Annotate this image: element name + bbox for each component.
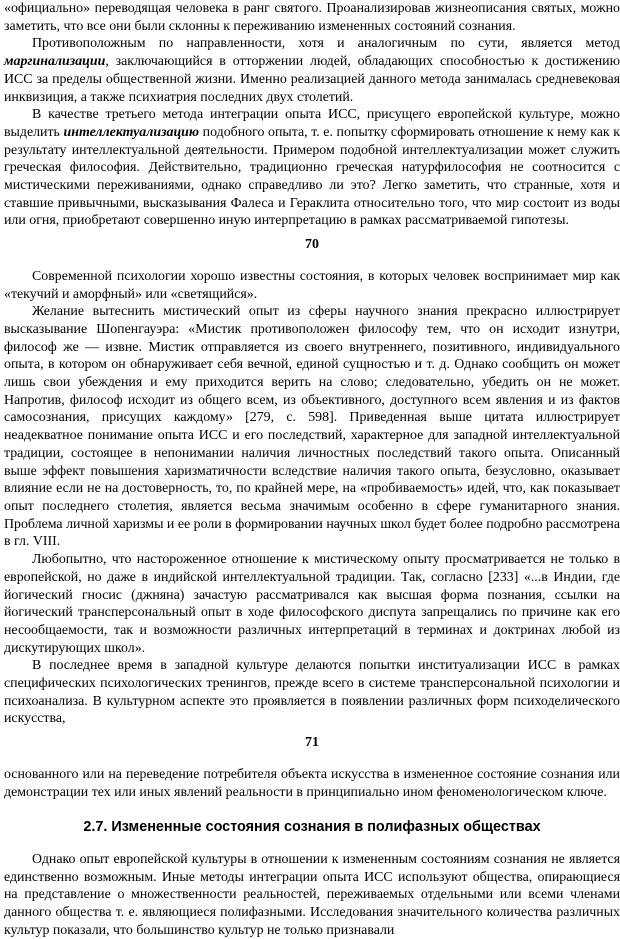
paragraph-text: подобного опыта, т. е. попытку сформировать отношение к нему как к результату интеллектуальной деятельности. Примером подобной интеллектуализации может служить греческая философия. Действительно, традиционно греческая натурфилософия не соотносится с мистическими переживаниями, однако справедливо ли это? Легко заметить, что странные, хотя и ставшие привычными, высказывания Фалеса и Гераклита относительно того, что мир состоит из воды или огня, приобретают совершенно иную интерпретацию в рамках рассматриваемой гипотезы.	[4, 124, 620, 229]
paragraph: Современной психологии хорошо известны состояния, в которых человек воспринимает мир как «текучий и аморфный» или «светящийся».	[4, 268, 620, 302]
paragraph: «официально» переводящая человека в ранг святого. Проанализировав жизнеописания святых, можно заметить, что все они были склонны к переживанию измененных состояний сознания.	[4, 1, 620, 34]
paragraph-text: , заключающийся в отторжении людей, обладающих способностью к достижению ИСС за пределы общественной жизни. Именно реализацией данного метода занималась средневековая инквизиция, а также психиатрия последних двух столетий.	[4, 54, 620, 105]
paragraph-text: В качестве третьего метода интеграции опыта ИСС, присущего европейской культуре, можно выделить	[4, 107, 620, 140]
term-marginalization: маргинализации	[4, 54, 106, 70]
paragraph: Любопытно, что настороженное отношение к мистическому опыту просматривается не только в европейской, но даже в индийской интеллектуальной традиции. Так, согласно [233] «...в Индии, где йогический гносис (джняна) зачастую рассматривался как высшая форма познания, ссылки на йогический трансперсональный опыт в ходе философского диспута запрещались по причине как его несообщаемости, так и возможности различных интерпретаций в терминах и доктринах любой из дискутирующих школ».	[4, 552, 620, 656]
page-number: 71	[305, 735, 319, 751]
term-intellectualization: интеллектуализацию	[63, 124, 200, 140]
page-number: 70	[305, 237, 319, 253]
section-heading: 2.7. Измененные состояния сознания в полифазных обществах	[83, 819, 541, 836]
paragraph-text: Противоположным по направленности, хотя и аналогичным по сути, является метод	[32, 36, 620, 52]
paragraph	[4, 106, 620, 230]
paragraph: Желание вытеснить мистический опыт из сферы научного знания прекрасно иллюстрирует высказывание Шопенгауэра: «Мистик противоположен философу тем, что он исходит изнутри, философ же — извне. Мистик отправляется из своего внутреннего, позитивного, индивидуального опыта, в котором он обнаруживает себя вечной, единой сущностью и т. д. Однако сообщить он может лишь свои убеждения и ему приходится верить на слово; следовательно, убедить он не может. Напротив, философ исходит из общего всем, из объективного, доступного всем явления и из фактов самосознания, присущих каждому» [279, с. 598]. Приведенная выше цитата иллюстрирует неадекватное понимание опыта ИСС и его последствий, характерное для западной интеллектуальной традиции, состоящее в непонимании наличия личностных последствий такого опыта. Описанный выше эффект повышения харизматичности вследствие наличия такого опыта, безусловно, оказывает влияние если не на достоверность, то, по крайней мере, на «пробиваемость» идей, что, как показывает опыт последнего столетия, является весьма значимым особенно в сфере гуманитарного знания. Проблема личной харизмы и ее роли в формировании научных школ будет более подробно рассмотрена в гл. VIII.	[4, 304, 620, 550]
paragraph	[4, 35, 620, 106]
paragraph: В последнее время в западной культуре делаются попытки институализации ИСС в рамках специфических психологических тренингов, прежде всего в системе трансперсональной психологии и психоанализа. В культурном аспекте это проявляется в появлении различных форм психоделического искусства,	[4, 658, 620, 727]
paragraph: Однако опыт европейской культуры в отношении к измененным состояниям сознания не является единственно возможным. Иные методы интеграции опыта ИСС используют общества, опирающиеся на представление о множественности реальностей, переживаемых отдельными или всеми членами данного общества т. е. являющиеся полифазными. Исследования значительного количества различных культур показали, что большинство культур не только признавали	[4, 851, 620, 938]
paragraph: основанного или на переведение потребителя объекта искусства в измененное состояние сознания или демонстрации тех или иных явлений реальности в принципиально ином феноменологическом ключе.	[4, 766, 620, 800]
document-page	[4, 0, 620, 938]
